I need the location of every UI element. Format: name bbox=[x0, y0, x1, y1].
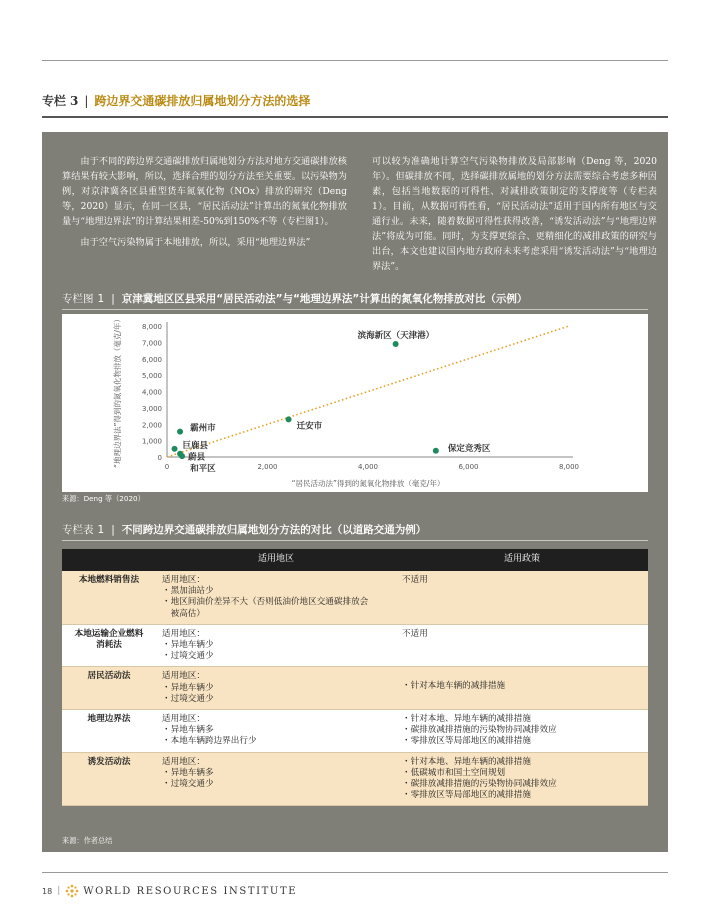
applicable-policy bbox=[396, 571, 648, 624]
title-rule bbox=[42, 116, 668, 118]
box-heading bbox=[42, 92, 668, 109]
table-rule bbox=[62, 540, 648, 541]
intro-paragraph-3: 可以较为准确地计算空气污染物排放及局部影响（Deng 等，2020年）。但碳排放不同，选择碳排放属地的划分方法需要综合考虑多种因素，包括当地数据的可得性、对减排政策制定的支撑度等（专栏表1）。目前，从数据可得性看，“居民活动法”适用于国内所有地区与交通行业。未来，随着数据可得性获得改善，“诱发活动法”与“地理边界法”将成为可能。同时，为支撑更综合、更精细化的减排政策的研究与出台，本文也建议国内地方政府未来考虑采用“诱发活动法”与“地理边界法”。 bbox=[372, 156, 657, 272]
intro-paragraph-2: 由于空气污染物属于本地排放，所以，采用“地理边界法” bbox=[80, 237, 311, 248]
point-label: 保定竞秀区 bbox=[447, 443, 491, 454]
point-label: 滨海新区（天津港） bbox=[357, 331, 435, 342]
figure-title: 京津冀地区区县采用“居民活动法”与“地理边界法”计算出的氮氧化物排放对比（示例） bbox=[121, 293, 528, 305]
area-line: 适用地区： bbox=[162, 628, 205, 639]
y-tick-label: 6,000 bbox=[141, 355, 162, 364]
data-point bbox=[172, 446, 178, 452]
table-label: 专栏表 bbox=[62, 524, 94, 536]
footer bbox=[42, 884, 297, 898]
policy-line: ・针对本地、异地车辆的减排措施 bbox=[402, 714, 531, 725]
method-name: 地理边界法 bbox=[62, 710, 156, 753]
y-tick-label: 2,000 bbox=[141, 421, 162, 430]
table-title: 不同跨边界交通碳排放归属地划分方法的对比（以道路交通为例） bbox=[121, 524, 427, 536]
area-line: 适用地区： bbox=[162, 671, 205, 682]
footer-org-name: WORLD RESOURCES INSTITUTE bbox=[83, 885, 298, 897]
y-tick-label: 8,000 bbox=[141, 323, 162, 331]
box-number: 3 bbox=[70, 93, 79, 108]
x-tick-label: 2,000 bbox=[257, 463, 278, 471]
data-point bbox=[433, 448, 439, 454]
applicable-area bbox=[156, 571, 396, 624]
footer-rule bbox=[42, 872, 668, 873]
policy-line: 不适用 bbox=[402, 575, 428, 585]
data-point bbox=[179, 453, 185, 459]
applicable-area bbox=[156, 667, 396, 710]
data-point bbox=[177, 429, 183, 435]
area-line: 适用地区： bbox=[162, 575, 205, 585]
y-tick-label: 1,000 bbox=[141, 437, 162, 446]
table-row bbox=[62, 667, 648, 710]
table-row bbox=[62, 752, 648, 806]
header-area: 适用地区 bbox=[156, 549, 396, 571]
area-line: 适用地区： bbox=[162, 756, 205, 767]
point-label: 蔚县 bbox=[188, 452, 206, 463]
area-line: ・过境交通少 bbox=[162, 693, 214, 704]
applicable-policy bbox=[396, 624, 648, 667]
page-number: 18 bbox=[42, 886, 53, 896]
table-body bbox=[62, 571, 648, 806]
area-line: 适用地区： bbox=[162, 714, 205, 725]
scatter-chart bbox=[62, 314, 648, 492]
point-label: 和平区 bbox=[190, 464, 216, 475]
area-line: ・地区间油价差异不大（否则低油价地区交通碳排放会 bbox=[162, 597, 369, 608]
point-label: 巨鹿县 bbox=[182, 440, 209, 451]
table-row bbox=[62, 571, 648, 624]
table-row bbox=[62, 624, 648, 667]
figure-heading bbox=[62, 291, 527, 306]
figure-number: 1 bbox=[97, 292, 105, 305]
applicable-policy bbox=[396, 667, 648, 710]
point-label: 霸州市 bbox=[190, 423, 216, 434]
method-name: 本地运输企业燃料消耗法 bbox=[62, 624, 156, 667]
x-tick-label: 8,000 bbox=[558, 463, 580, 471]
x-axis-title: “居民活动法”得到的氮氧化物排放（毫克/年） bbox=[291, 479, 445, 488]
wri-logo-icon bbox=[65, 884, 79, 898]
method-name: 居民活动法 bbox=[62, 667, 156, 710]
table-number: 1 bbox=[97, 523, 105, 536]
policy-line: ・针对本地、异地车辆的减排措施 bbox=[402, 756, 531, 767]
area-line: 被高估） bbox=[162, 608, 205, 619]
figure-source: 来源：Deng 等（2020） bbox=[62, 494, 145, 503]
area-line: ・过境交通少 bbox=[162, 651, 214, 662]
figure-separator: | bbox=[111, 292, 115, 305]
area-line: ・本地车辆跨边界出行少 bbox=[162, 736, 257, 747]
method-name: 诱发活动法 bbox=[62, 752, 156, 806]
scatter-chart-svg bbox=[62, 314, 648, 492]
y-tick-label: 0 bbox=[157, 454, 162, 462]
area-line: ・异地车辆少 bbox=[162, 682, 214, 693]
table-source: 来源：作者总结 bbox=[62, 836, 113, 845]
x-tick-label: 0 bbox=[164, 463, 170, 471]
intro-left-column bbox=[62, 154, 347, 256]
table-heading bbox=[62, 522, 426, 537]
area-line: ・异地车辆多 bbox=[162, 767, 214, 778]
y-axis-title-text: “地理边界法”得到的氮氧化物排放（毫克/年） bbox=[113, 315, 122, 468]
x-tick-label: 4,000 bbox=[357, 463, 379, 471]
figure-label: 专栏图 bbox=[62, 293, 94, 305]
y-tick-label: 4,000 bbox=[141, 388, 162, 397]
footer-separator: | bbox=[57, 886, 61, 896]
intro-right-column bbox=[372, 154, 657, 280]
area-line: ・黑加油站少 bbox=[162, 586, 214, 597]
header-method bbox=[62, 549, 156, 571]
policy-line: ・碳排放减排措施的污染物协同减排效应 bbox=[402, 779, 557, 790]
table-separator: | bbox=[111, 523, 115, 536]
table-header-row bbox=[62, 549, 648, 571]
box-separator: | bbox=[84, 93, 89, 108]
x-tick-label: 6,000 bbox=[458, 463, 479, 471]
top-rule bbox=[42, 60, 668, 61]
area-line: ・异地车辆多 bbox=[162, 725, 214, 736]
policy-line: ・针对本地车辆的减排措施 bbox=[402, 681, 506, 692]
y-tick-label: 3,000 bbox=[141, 404, 162, 413]
applicable-area bbox=[156, 624, 396, 667]
table-row bbox=[62, 710, 648, 753]
point-label: 迁安市 bbox=[296, 421, 323, 432]
applicable-area bbox=[156, 752, 396, 806]
y-tick-label: 5,000 bbox=[141, 372, 162, 381]
data-point bbox=[286, 416, 292, 422]
policy-line: ・零排放区等局部地区的减排措施 bbox=[402, 736, 531, 747]
data-point bbox=[393, 341, 399, 347]
box-title: 跨边界交通碳排放归属地划分方法的选择 bbox=[94, 94, 311, 108]
area-line: ・过境交通少 bbox=[162, 779, 214, 790]
figure-rule bbox=[62, 309, 648, 310]
comparison-table bbox=[62, 549, 648, 806]
applicable-policy bbox=[396, 752, 648, 806]
policy-line: ・碳排放减排措施的污染物协同减排效应 bbox=[402, 725, 557, 736]
intro-paragraph-1: 由于不同的跨边界交通碳排放归属地划分方法对地方交通碳排放核算结果有较大影响，所以，选择合理的划分方法至关重要。以污染物为例，对京津冀各区县重型货车氮氧化物（NOx）排放的研究（Deng 等，2020）显示，在同一区县，“居民活动法”计算出的氮氧化物排放量与“地理边界法”的计算结果相差-50%到150%不等（专栏图1）。 bbox=[62, 156, 347, 227]
policy-line: ・零排放区等局部地区的减排措施 bbox=[402, 790, 531, 801]
area-line: ・异地车辆少 bbox=[162, 640, 214, 651]
method-name: 本地燃料销售法 bbox=[62, 571, 156, 624]
header-policy: 适用政策 bbox=[396, 549, 648, 571]
applicable-area bbox=[156, 710, 396, 753]
y-tick-label: 7,000 bbox=[141, 339, 162, 348]
policy-line: ・低碳城市和国土空间规划 bbox=[402, 767, 506, 778]
applicable-policy bbox=[396, 710, 648, 753]
policy-line: 不适用 bbox=[402, 628, 428, 639]
box-kicker: 专栏 bbox=[42, 94, 67, 108]
